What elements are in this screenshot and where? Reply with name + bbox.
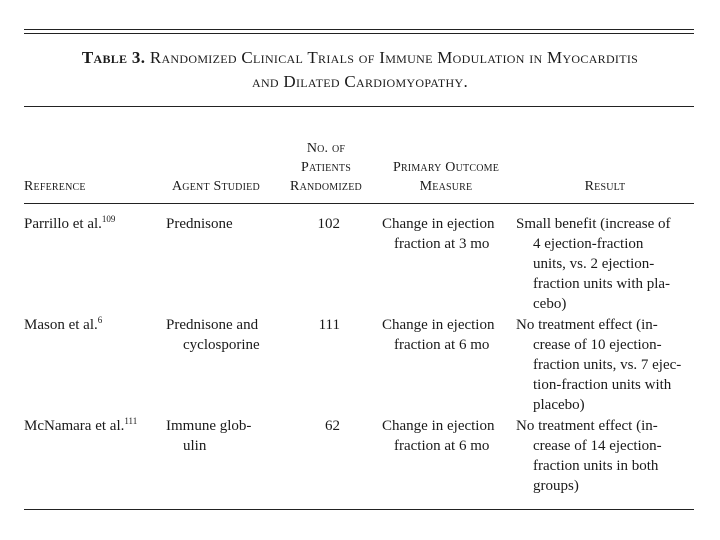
header-reference: Reference	[24, 179, 86, 194]
top-rule-1	[24, 29, 694, 30]
row-1-result-line-4: fraction units with pla-	[533, 276, 671, 292]
row-2-patients: 111	[318, 317, 340, 333]
row-1-result-line-5: cebo)	[533, 296, 567, 312]
row-3-result-line-3: fraction units in both	[533, 458, 659, 474]
row-2-result-line-1: No treatment effect (in-	[516, 317, 658, 333]
row-3-outcome	[382, 416, 494, 456]
row-3-result	[516, 416, 662, 496]
row-3-agent-line-2: ulin	[183, 438, 207, 454]
row-2-agent-line-2: cyclosporine	[183, 337, 260, 353]
row-2-result-line-5: placebo)	[533, 397, 585, 413]
row-3-outcome-line-2: fraction at 6 mo	[394, 438, 490, 454]
row-1-reference-text: Parrillo et al.	[24, 216, 102, 232]
row-1-outcome-line-1: Change in ejection	[382, 216, 495, 232]
row-3-agent	[166, 416, 251, 456]
row-2-result	[516, 315, 681, 415]
header-outcome-line-1: Primary Outcome	[392, 160, 500, 175]
header-rule	[24, 203, 694, 204]
header-patients-line-2: Patients	[301, 160, 351, 175]
header-result: Result	[584, 179, 626, 194]
table-label: Table 3.	[81, 48, 146, 67]
row-3-patients: 62	[325, 418, 340, 434]
header-patients-line-3: Randomized	[290, 179, 362, 194]
row-3-result-line-2: crease of 14 ejection-	[533, 438, 662, 454]
row-1-result-line-2: 4 ejection-fraction	[533, 236, 644, 252]
row-1-reference-citation: 109	[101, 214, 116, 224]
row-2-result-line-4: tion-fraction units with	[533, 377, 672, 393]
row-2-outcome-line-1: Change in ejection	[382, 317, 495, 333]
row-3-reference-text: McNamara et al.	[24, 418, 125, 434]
top-rule-2	[24, 33, 694, 34]
row-2-result-line-3: fraction units, vs. 7 ejec-	[533, 357, 682, 373]
row-1-agent-line-1: Prednisone	[166, 216, 233, 232]
row-2-outcome	[382, 315, 494, 355]
header-agent: Agent Studied	[172, 179, 260, 194]
row-2-reference-text: Mason et al.	[24, 317, 98, 333]
bottom-rule	[24, 509, 694, 510]
table-title-text: Randomized Clinical Trials of Immune Modulation in Myocarditis	[149, 48, 639, 67]
row-1-result	[516, 214, 671, 314]
row-1-result-line-1: Small benefit (increase of	[516, 216, 671, 232]
table-title-line-2: and Dilated Cardiomyopathy.	[251, 72, 469, 91]
row-1-outcome-line-2: fraction at 3 mo	[394, 236, 490, 252]
row-3-result-line-4: groups)	[533, 478, 579, 494]
row-1-patients: 102	[317, 216, 340, 232]
row-2-agent	[166, 315, 260, 355]
header-patients	[284, 139, 368, 196]
table-title-line-1	[24, 46, 696, 70]
row-3-outcome-line-1: Change in ejection	[382, 418, 495, 434]
header-outcome	[382, 158, 510, 196]
row-2-result-line-2: crease of 10 ejection-	[533, 337, 662, 353]
header-outcome-line-2: Measure	[419, 179, 473, 194]
row-2-outcome-line-2: fraction at 6 mo	[394, 337, 490, 353]
row-2-agent-line-1: Prednisone and	[166, 317, 259, 333]
row-2-reference-citation: 6	[97, 315, 103, 325]
table-title	[24, 46, 696, 94]
header-patients-line-1: No. of	[306, 141, 346, 156]
row-2-reference	[24, 315, 102, 335]
row-1-reference	[24, 214, 115, 234]
row-3-reference-citation: 111	[124, 416, 138, 426]
row-3-agent-line-1: Immune glob-	[166, 418, 252, 434]
row-1-outcome	[382, 214, 494, 254]
row-1-agent	[166, 214, 233, 234]
title-rule	[24, 106, 694, 107]
row-3-reference	[24, 416, 137, 436]
row-1-result-line-3: units, vs. 2 ejection-	[533, 256, 655, 272]
row-3-result-line-1: No treatment effect (in-	[516, 418, 658, 434]
